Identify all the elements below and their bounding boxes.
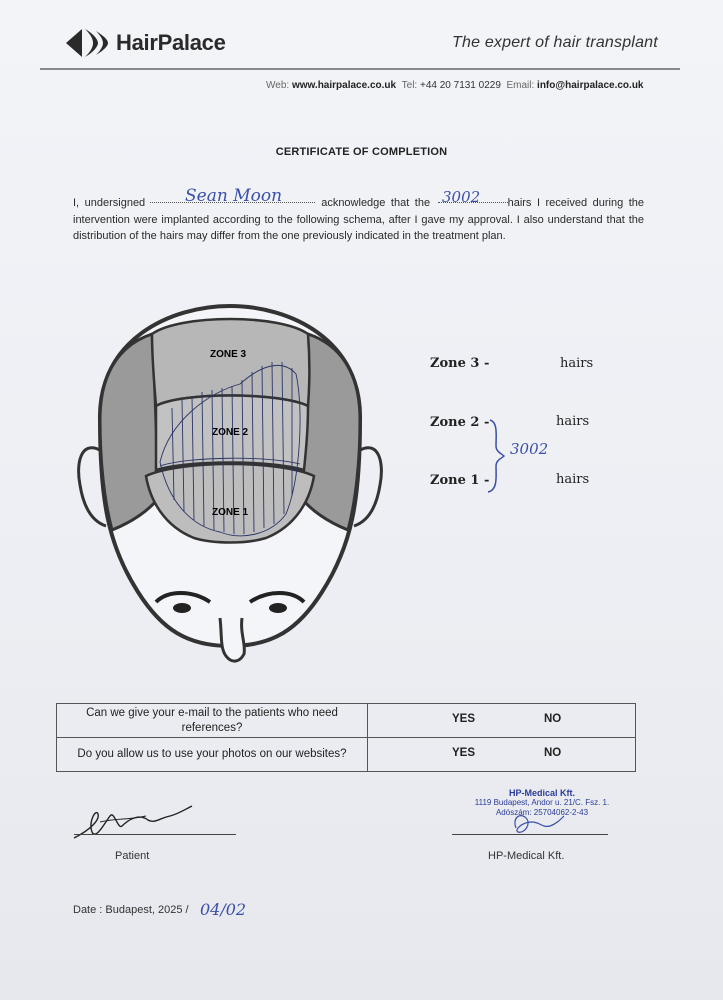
zone-1-unit: hairs: [556, 472, 590, 487]
consent-questions-table: [56, 703, 636, 772]
zone-2-label: ZONE 2: [212, 427, 249, 438]
tel-number: +44 20 7131 0229: [419, 80, 501, 91]
left-eye: [173, 603, 191, 613]
patient-signature: [70, 800, 200, 846]
contact-line: [266, 80, 644, 91]
zone-1-label: ZONE 1: [212, 507, 249, 518]
handwritten-hair-count: 3002: [442, 188, 481, 206]
date-label: Date : Budapest, 2025 /: [73, 904, 189, 916]
right-eye: [269, 603, 287, 613]
text-part-3: hairs I received during the intervention were implanted according to the following schema, after I gave my approval. I also understand that the distribution of the hairs may differ from the one previously indicated in the treatment plan.: [73, 197, 644, 242]
left-side-hair: [100, 334, 160, 530]
zone-1-count-label: Zone 1 -: [430, 473, 490, 488]
zone-2-count-label: Zone 2 -: [430, 415, 490, 430]
text-part-1: I, undersigned: [73, 197, 151, 209]
text-part-2: acknowledge that the: [315, 197, 436, 209]
hairpalace-logo-icon: [64, 26, 110, 60]
email-link[interactable]: info@hairpalace.co.uk: [537, 80, 644, 91]
nose: [220, 618, 244, 661]
header-divider: [40, 68, 680, 70]
email-yes-option[interactable]: YES: [452, 713, 476, 725]
answer-cell: [368, 738, 636, 772]
company-signature-line: [452, 834, 608, 835]
zone-3-label: ZONE 3: [210, 349, 247, 360]
table-row: [57, 738, 636, 772]
zone-3-unit: hairs: [560, 356, 594, 371]
tagline: The expert of hair transplant: [452, 34, 658, 51]
scalp-zone-diagram: [60, 300, 400, 670]
company-signature: [506, 808, 566, 840]
stamp-title: HP-Medical Kft.: [508, 788, 575, 798]
handwritten-total-hairs: 3002: [510, 440, 549, 458]
answer-cell: [368, 704, 636, 738]
question-email: Can we give your e-mail to the patients who need references?: [57, 704, 368, 738]
email-label: Email:: [506, 80, 535, 91]
stamp-tax-number: Adószám: 25704062-2-43: [495, 808, 589, 817]
zone-3-area: [152, 319, 310, 406]
handwritten-date: 04/02: [200, 900, 247, 919]
photos-yes-option[interactable]: YES: [452, 747, 476, 759]
patient-signature-line: [74, 834, 236, 835]
web-link[interactable]: www.hairpalace.co.uk: [291, 80, 397, 91]
company-caption: HP-Medical Kft.: [488, 850, 565, 862]
tel-label: Tel:: [401, 80, 418, 91]
handwritten-name: Sean Moon: [185, 186, 283, 206]
stamp-address: 1119 Budapest, Andor u. 21/C. Fsz. 1.: [474, 798, 610, 807]
web-label: Web:: [266, 80, 290, 91]
brand-name: HairPalace: [116, 30, 226, 55]
photos-no-option[interactable]: NO: [544, 747, 562, 759]
document-title: CERTIFICATE OF COMPLETION: [275, 146, 448, 158]
handwritten-brace: [484, 416, 508, 496]
question-photos: Do you allow us to use your photos on our websites?: [57, 738, 368, 772]
zone-2-unit: hairs: [556, 414, 590, 429]
patient-caption: Patient: [115, 850, 150, 862]
table-row: [57, 704, 636, 738]
zone-3-count-label: Zone 3 -: [430, 356, 490, 371]
email-no-option[interactable]: NO: [544, 713, 562, 725]
